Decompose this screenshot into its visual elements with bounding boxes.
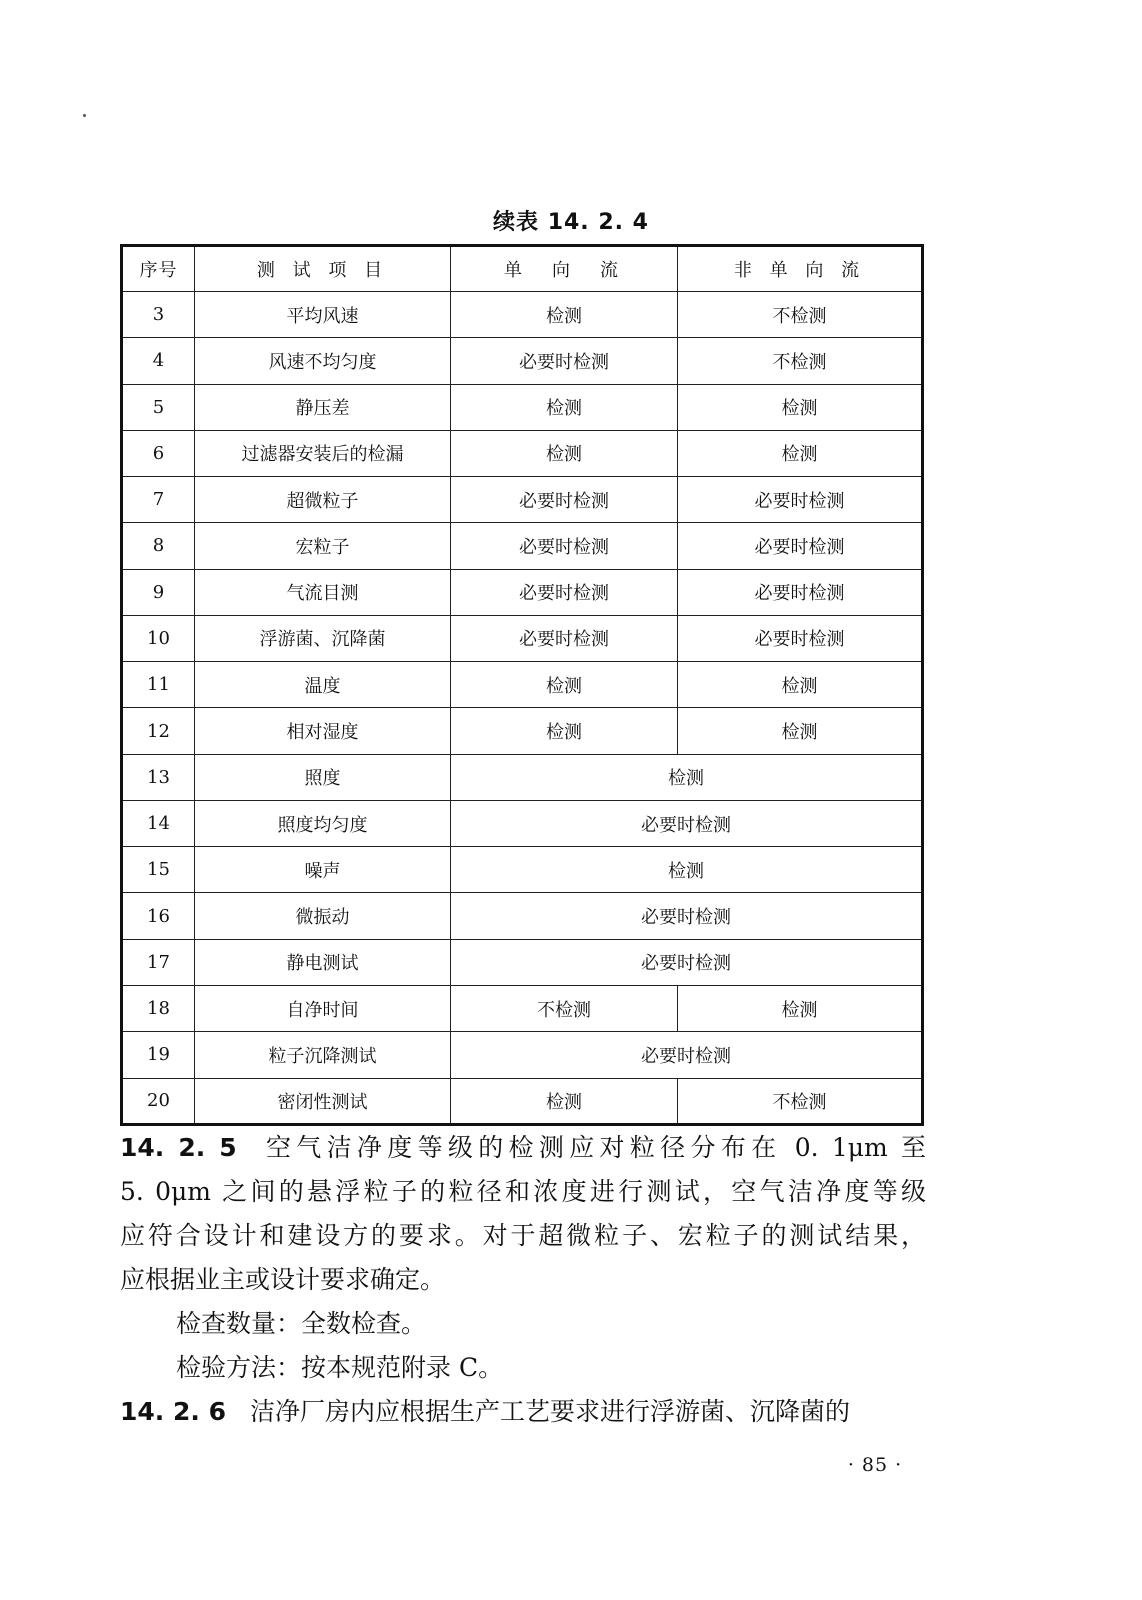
scan-speck	[83, 114, 86, 117]
table-row	[122, 1032, 923, 1078]
cell-test-item: 静压差	[195, 384, 451, 430]
cell-test-item: 气流目测	[195, 569, 451, 615]
clause-14-2-5-line3: 应符合设计和建设方的要求。对于超微粒子、宏粒子的测试结果，	[120, 1221, 926, 1250]
cell-no: 19	[122, 1032, 195, 1078]
table-row	[122, 939, 923, 985]
cell-unidirectional: 检测	[451, 662, 678, 708]
table-row	[122, 523, 923, 569]
cell-both-flows: 必要时检测	[451, 1032, 923, 1078]
clause-text: 空气洁净度等级的检测应对粒径分布在 0. 1μm 至	[260, 1133, 926, 1162]
cell-nonunidirectional: 不检测	[678, 292, 923, 338]
header-unidirectional: 单 向 流	[451, 246, 678, 292]
cell-no: 13	[122, 754, 195, 800]
table-row	[122, 338, 923, 384]
cell-both-flows: 必要时检测	[451, 939, 923, 985]
cell-nonunidirectional: 检测	[678, 384, 923, 430]
cell-no: 11	[122, 662, 195, 708]
cell-no: 14	[122, 800, 195, 846]
cell-both-flows: 必要时检测	[451, 893, 923, 939]
cell-nonunidirectional: 检测	[678, 662, 923, 708]
clause-text: 洁净厂房内应根据生产工艺要求进行浮游菌、沉降菌的	[249, 1397, 850, 1426]
cell-test-item: 宏粒子	[195, 523, 451, 569]
cell-no: 4	[122, 338, 195, 384]
cell-nonunidirectional: 必要时检测	[678, 523, 923, 569]
cell-unidirectional: 必要时检测	[451, 477, 678, 523]
cell-nonunidirectional: 不检测	[678, 338, 923, 384]
cell-test-item: 平均风速	[195, 292, 451, 338]
clause-14-2-5-line2: 5. 0μm 之间的悬浮粒子的粒径和浓度进行测试，空气洁净度等级	[120, 1177, 926, 1206]
cell-unidirectional: 检测	[451, 384, 678, 430]
cell-test-item: 超微粒子	[195, 477, 451, 523]
cell-test-item: 风速不均匀度	[195, 338, 451, 384]
cell-both-flows: 检测	[451, 754, 923, 800]
cell-no: 7	[122, 477, 195, 523]
cell-unidirectional: 必要时检测	[451, 569, 678, 615]
cell-no: 10	[122, 615, 195, 661]
table-row	[122, 847, 923, 893]
cell-nonunidirectional: 不检测	[678, 1078, 923, 1124]
cell-both-flows: 检测	[451, 847, 923, 893]
cell-both-flows: 必要时检测	[451, 800, 923, 846]
cell-unidirectional: 检测	[451, 292, 678, 338]
clause-14-2-5-line4: 应根据业主或设计要求确定。	[120, 1265, 446, 1294]
cell-test-item: 温度	[195, 662, 451, 708]
table-caption: 续表 14. 2. 4	[493, 210, 649, 235]
clause-14-2-5-line1	[120, 1126, 926, 1170]
cell-no: 6	[122, 430, 195, 476]
table-row	[122, 662, 923, 708]
header-no: 序号	[122, 246, 195, 292]
header-test-item: 测 试 项 目	[195, 246, 451, 292]
cell-test-item: 密闭性测试	[195, 1078, 451, 1124]
cell-no: 16	[122, 893, 195, 939]
cell-test-item: 照度	[195, 754, 451, 800]
table-row	[122, 708, 923, 754]
cell-test-item: 照度均匀度	[195, 800, 451, 846]
cell-test-item: 静电测试	[195, 939, 451, 985]
table-row	[122, 985, 923, 1031]
table-row	[122, 477, 923, 523]
cell-test-item: 微振动	[195, 893, 451, 939]
cell-no: 8	[122, 523, 195, 569]
table-row	[122, 615, 923, 661]
cell-test-item: 浮游菌、沉降菌	[195, 615, 451, 661]
cell-no: 9	[122, 569, 195, 615]
table-row	[122, 754, 923, 800]
cell-test-item: 自净时间	[195, 985, 451, 1031]
cell-test-item: 相对湿度	[195, 708, 451, 754]
cell-unidirectional: 必要时检测	[451, 338, 678, 384]
table-row	[122, 569, 923, 615]
table-row	[122, 1078, 923, 1124]
clause-number: 14. 2. 5	[120, 1133, 237, 1162]
page-number: · 85 ·	[847, 1454, 903, 1476]
test-items-table	[120, 244, 924, 1126]
cell-unidirectional: 不检测	[451, 985, 678, 1031]
cell-no: 18	[122, 985, 195, 1031]
cell-nonunidirectional: 检测	[678, 985, 923, 1031]
body-text	[120, 1126, 926, 1434]
clause-14-2-6-line1	[120, 1390, 926, 1434]
cell-unidirectional: 必要时检测	[451, 615, 678, 661]
cell-test-item: 噪声	[195, 847, 451, 893]
clause-number: 14. 2. 6	[120, 1397, 226, 1426]
cell-no: 20	[122, 1078, 195, 1124]
inspection-quantity: 检查数量：全数检查。	[176, 1309, 427, 1338]
inspection-method: 检验方法：按本规范附录 C。	[176, 1353, 504, 1382]
cell-nonunidirectional: 必要时检测	[678, 569, 923, 615]
table-header-row	[122, 246, 923, 292]
header-nonunidirectional: 非 单 向 流	[678, 246, 923, 292]
cell-nonunidirectional: 必要时检测	[678, 615, 923, 661]
cell-nonunidirectional: 检测	[678, 430, 923, 476]
table-row	[122, 292, 923, 338]
table-body	[122, 292, 923, 1125]
cell-test-item: 过滤器安装后的检漏	[195, 430, 451, 476]
cell-unidirectional: 检测	[451, 708, 678, 754]
cell-no: 15	[122, 847, 195, 893]
cell-unidirectional: 检测	[451, 1078, 678, 1124]
cell-no: 5	[122, 384, 195, 430]
cell-test-item: 粒子沉降测试	[195, 1032, 451, 1078]
cell-nonunidirectional: 必要时检测	[678, 477, 923, 523]
table-row	[122, 893, 923, 939]
cell-nonunidirectional: 检测	[678, 708, 923, 754]
table-row	[122, 800, 923, 846]
cell-no: 3	[122, 292, 195, 338]
table-row	[122, 430, 923, 476]
table-row	[122, 384, 923, 430]
cell-unidirectional: 必要时检测	[451, 523, 678, 569]
cell-no: 12	[122, 708, 195, 754]
cell-unidirectional: 检测	[451, 430, 678, 476]
cell-no: 17	[122, 939, 195, 985]
